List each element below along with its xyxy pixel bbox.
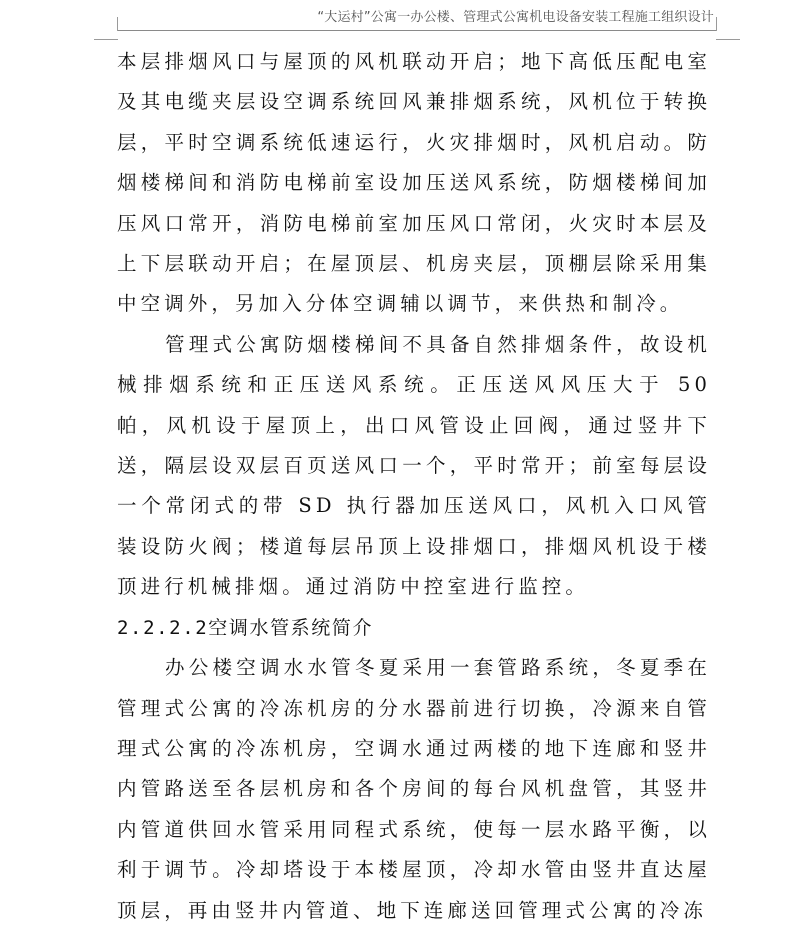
paragraph: 管理式公寓防烟楼梯间不具备自然排烟条件，故设机械排烟系统和正压送风系统。正压送风风压大于 50 帕，风机设于屋顶上，出口风管设止回阀，通过竖井下送，隔层设双层百页送风口一个，平时常开；前室每层设一个常闭式的带 SD 执行器加压送风口，风机入口风管装设防火阀；楼道每层吊顶上设排烟口，排烟风机设于楼顶进行机械排烟。通过消防中控室进行监控。 [117,332,711,599]
document-body [117,42,711,931]
crop-mark [716,17,717,31]
crop-mark [716,39,740,40]
header-divider [118,30,716,31]
section-heading: 2.2.2.2空调水管系统简介 [117,616,374,639]
crop-mark [117,17,118,31]
paragraph: 办公楼空调水水管冬夏采用一套管路系统，冬夏季在管理式公寓的冷冻机房的分水器前进行切换，冷源来自管理式公寓的冷冻机房，空调水通过两楼的地下连廊和竖井内管路送至各层机房和各个房间的每台风机盘管，其竖井内管道供回水管采用同程式系统，使每一层水路平衡，以利于调节。冷却塔设于本楼屋顶，冷却水管由竖井直达屋顶层，再由竖井内管道、地下连廊送回管理式公寓的冷冻 [117,656,711,922]
paragraph-continued: 本层排烟风口与屋顶的风机联动开启；地下高低压配电室及其电缆夹层设空调系统回风兼排烟系统，风机位于转换层，平时空调系统低速运行，火灾排烟时，风机启动。防烟楼梯间和消防电梯前室设加压送风系统，防烟楼梯间加压风口常开，消防电梯前室加压风口常闭，火灾时本层及上下层联动开启；在屋顶层、机房夹层，顶棚层除采用集中空调外，另加入分体空调辅以调节，来供热和制冷。 [117,50,711,316]
crop-mark [94,39,118,40]
page-header-title: “大运村”公寓一办公楼、管理式公寓机电设备安装工程施工组织设计 [317,10,714,25]
